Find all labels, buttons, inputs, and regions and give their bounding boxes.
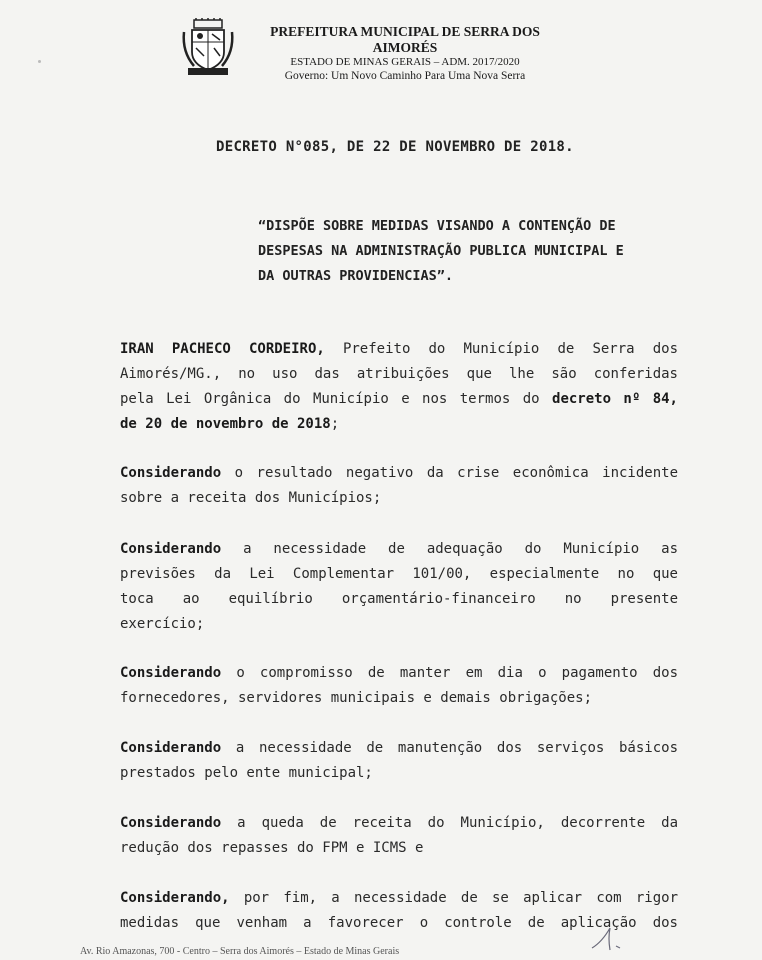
paragraph-line: previsões da Lei Complementar 101/00, especialmente no que <box>120 566 678 582</box>
paragraph-line <box>120 387 678 412</box>
paragraph-line: redução dos repasses do FPM e ICMS e <box>120 840 424 856</box>
paragraph-line: Aimorés/MG., no uso das atribuições que lhe são conferidas <box>120 366 678 382</box>
line-text: a necessidade de adequação do Município as <box>221 541 678 557</box>
line-text: o resultado negativo da crise econômica incidente <box>221 465 678 481</box>
letterhead-state-admin: ESTADO DE MINAS GERAIS – ADM. 2017/2020 <box>290 56 520 68</box>
footer-address: Av. Rio Amazonas, 700 - Centro – Serra dos Aimorés – Estado de Minas Gerais <box>80 946 400 957</box>
summary-line: DESPESAS NA ADMINISTRAÇÃO PUBLICA MUNICIPAL E <box>258 243 624 259</box>
decree-reference-date: de 20 de novembro de 2018 <box>120 416 331 432</box>
letterhead-motto: Governo: Um Novo Caminho Para Uma Nova Serra <box>284 70 526 82</box>
considerando-keyword: Considerando <box>120 541 222 557</box>
considerando-keyword: Considerando <box>120 465 222 481</box>
decree-reference: decreto nº 84, <box>552 391 678 407</box>
paragraph-line: prestados pelo ente municipal; <box>120 765 373 781</box>
paragraph-line <box>120 811 678 836</box>
line-text: a queda de receita do Município, decorrente da <box>221 815 678 831</box>
signature-initials <box>588 924 628 954</box>
considerando-paragraph <box>120 811 678 861</box>
paragraph-line <box>120 337 678 362</box>
line-text: o compromisso de manter em dia o pagamento dos <box>221 665 678 681</box>
letterhead-municipality: PREFEITURA MUNICIPAL DE SERRA DOS AIMORÉS <box>270 24 540 55</box>
paragraph-line <box>120 886 678 911</box>
paragraph-line: medidas que venham a favorecer o controle de aplicação dos <box>120 915 678 931</box>
considerando-keyword: Considerando <box>120 740 222 756</box>
paragraph-line: exercício; <box>120 616 205 632</box>
decree-title: DECRETO N°085, DE 22 DE NOVEMBRO DE 2018. <box>216 139 574 155</box>
mayor-name: IRAN PACHECO CORDEIRO, <box>120 341 325 357</box>
paragraph-line: toca ao equilíbrio orçamentário-financeiro no presente <box>120 591 678 607</box>
scan-speck <box>38 60 41 63</box>
line-text: pela Lei Orgânica do Município e nos termos do <box>120 391 553 407</box>
summary-line: “DISPÕE SOBRE MEDIDAS VISANDO A CONTENÇÃO DE <box>258 218 616 234</box>
considerando-paragraph <box>120 537 678 637</box>
considerando-paragraph <box>120 461 678 511</box>
paragraph-line <box>120 461 678 486</box>
paragraph-line <box>120 736 678 761</box>
paragraph-line: fornecedores, servidores municipais e demais obrigações; <box>120 690 593 706</box>
letterhead <box>240 24 570 84</box>
summary-line: DA OUTRAS PROVIDENCIAS”. <box>258 268 454 284</box>
paragraph-line <box>120 412 678 437</box>
preamble-paragraph <box>120 337 678 437</box>
paragraph-line: sobre a receita dos Municípios; <box>120 490 382 506</box>
paragraph-line <box>120 537 678 562</box>
considerando-keyword: Considerando, <box>120 890 230 906</box>
considerando-keyword: Considerando <box>120 665 222 681</box>
considerando-paragraph <box>120 661 678 711</box>
paragraph-line <box>120 661 678 686</box>
line-text: a necessidade de manutenção dos serviços básicos <box>221 740 678 756</box>
considerando-keyword: Considerando <box>120 815 222 831</box>
decree-summary <box>258 214 678 289</box>
line-text: Prefeito do Município de Serra dos <box>324 341 678 357</box>
considerando-paragraph <box>120 736 678 786</box>
municipal-coat-of-arms-icon <box>180 18 236 76</box>
line-text: por fim, a necessidade de se aplicar com rigor <box>229 890 678 906</box>
line-text: ; <box>330 416 340 432</box>
